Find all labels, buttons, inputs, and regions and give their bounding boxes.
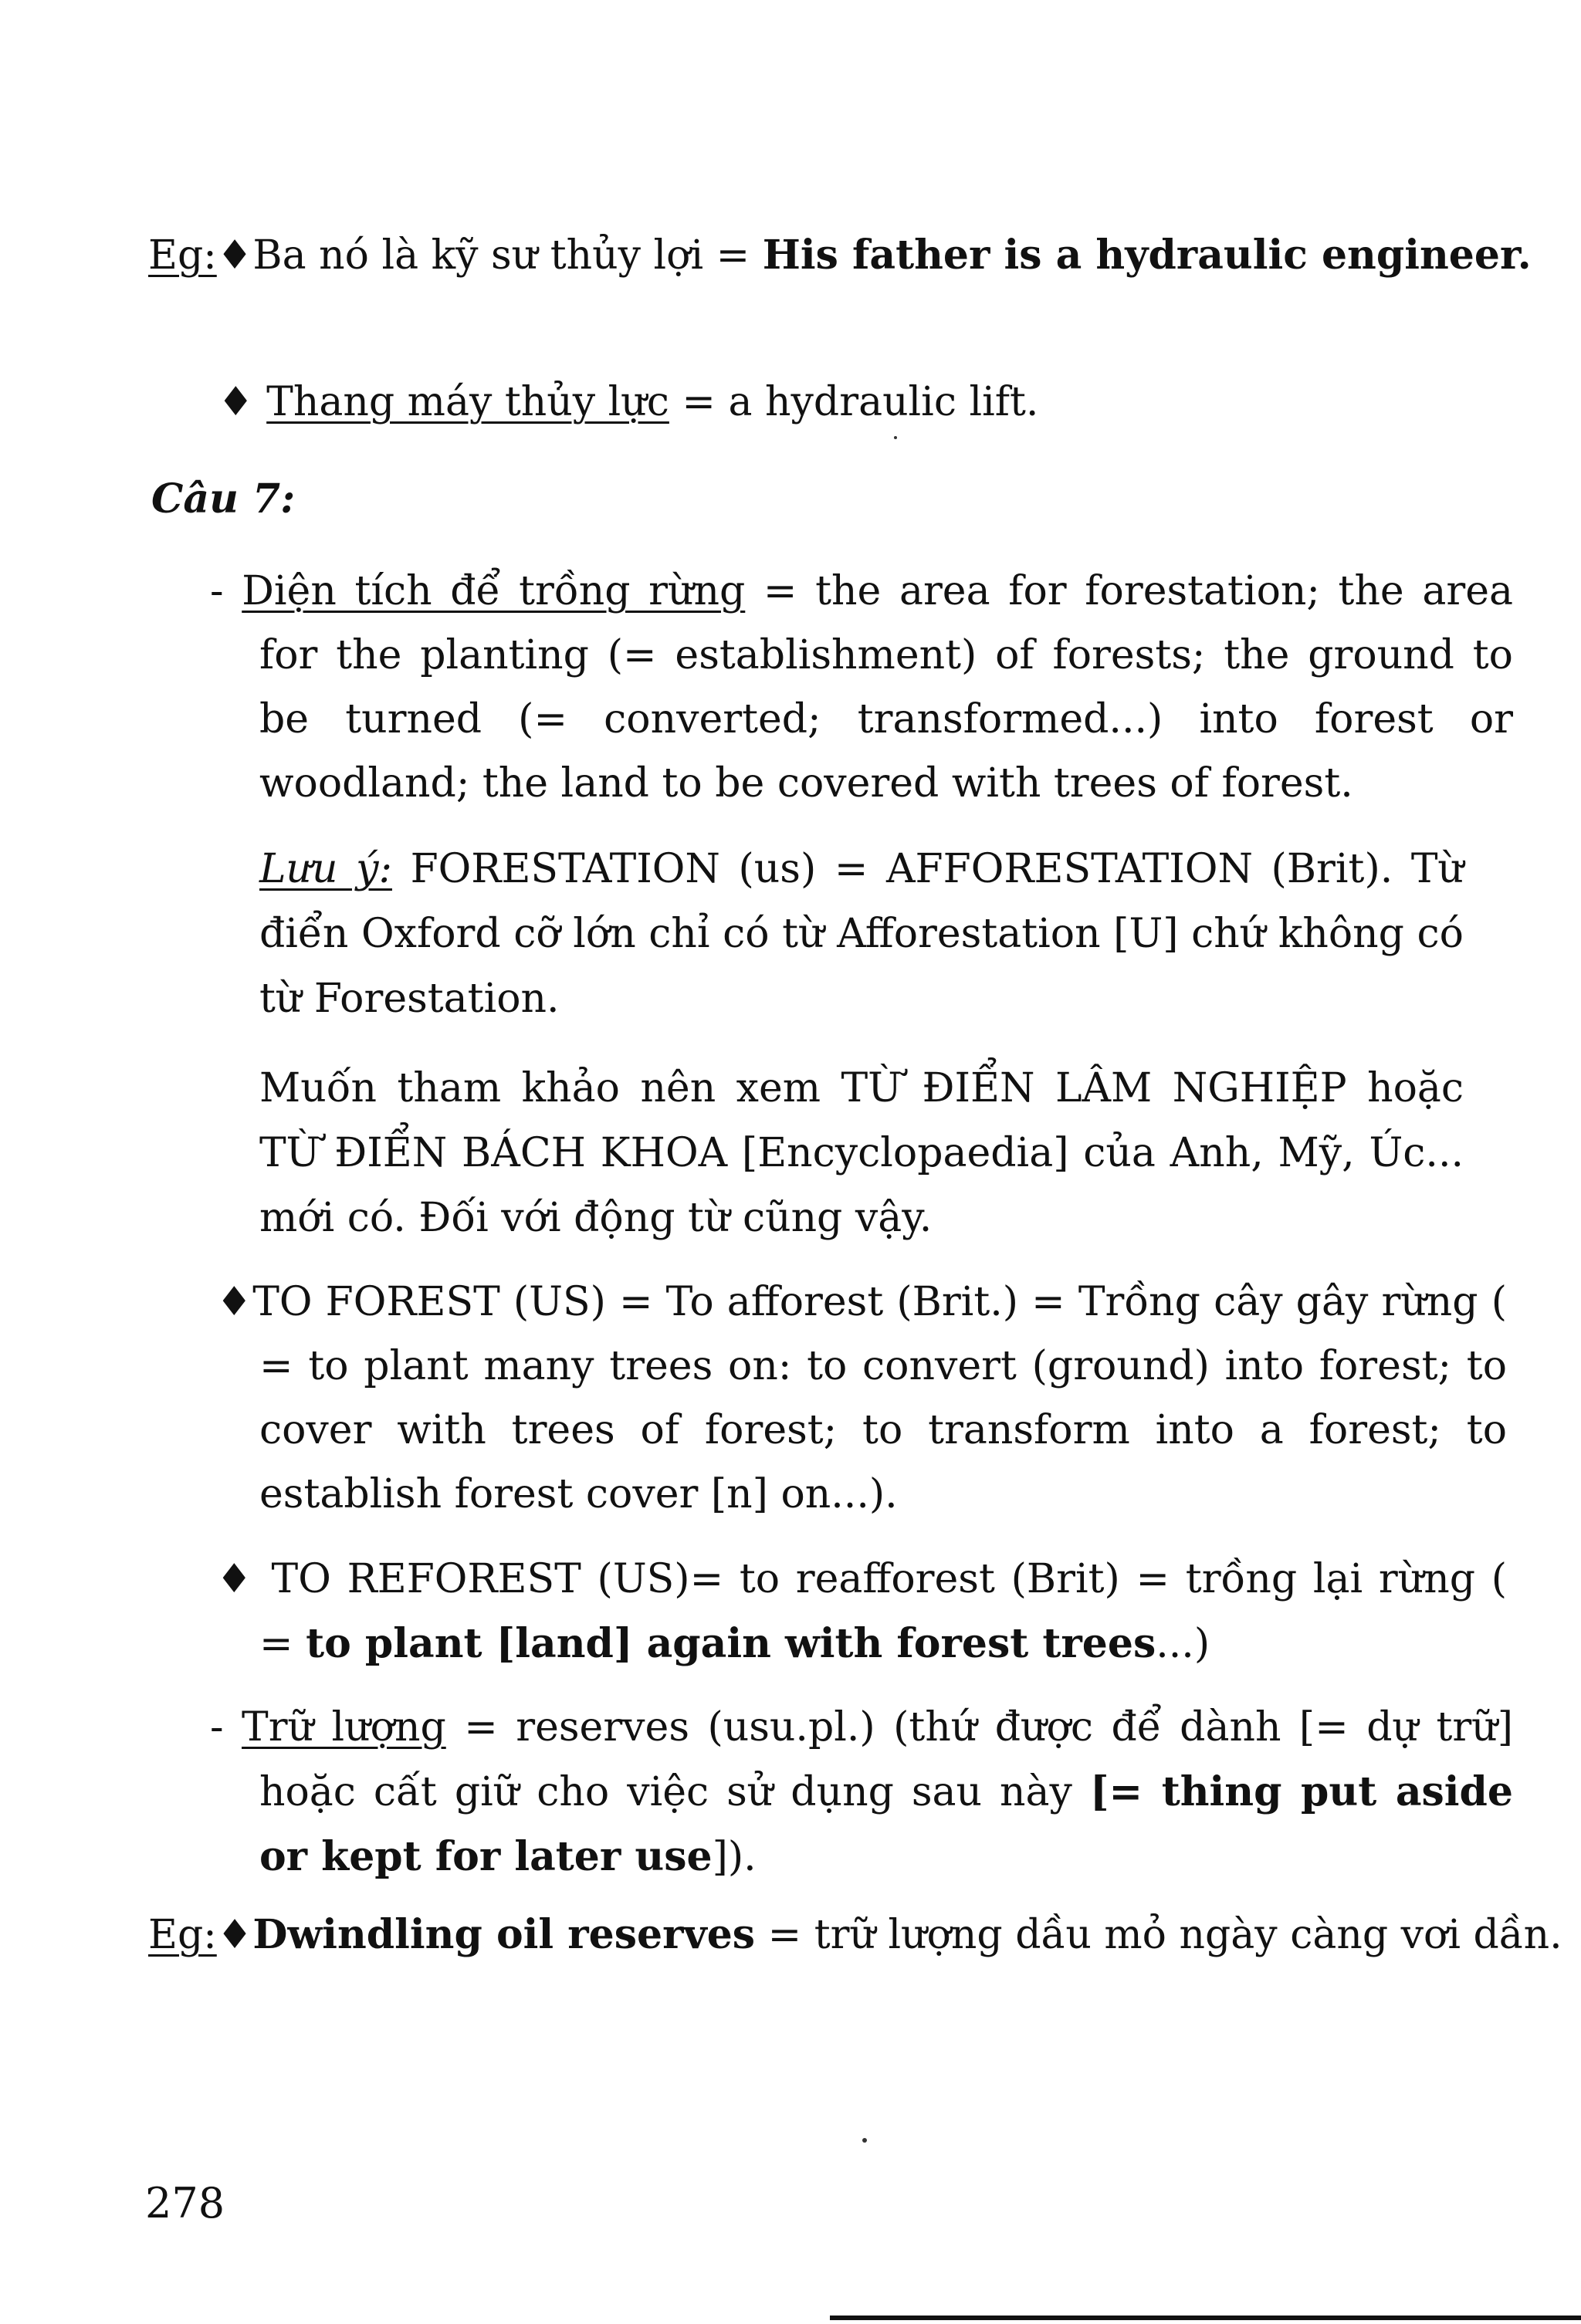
eg-label: Eg: (148, 232, 217, 279)
entry-hydraulic-lift: ♦ Thang máy thủy lực = a hydraulic lift. (218, 379, 1039, 425)
entry-reserves: - Trữ lượng = reserves (usu.pl.) (thứ được để dành [= dự trữ] hoặc cất giữ cho việc sử dụng sau này [= thing put aside or kept for later use]). (210, 1704, 1513, 1880)
question-heading: Câu 7: (151, 475, 296, 523)
vietnamese-text: Ba nó là kỹ sư thủy lợi (252, 232, 704, 279)
reference-note: Muốn tham khảo nên xem TỪ ĐIỂN LÂM NGHIỆP hoặc TỪ ĐIỂN BÁCH KHOA [Encyclopaedia] của Anh, Mỹ, Úc... mới có. Đối với động từ cũng vậy. (259, 1065, 1464, 1241)
entry-to-forest: ♦TO FOREST (US) = To afforest (Brit.) = Trồng cây gây rừng ( = to plant many trees on: to convert (ground) into forest; to cover with trees of forest; to transform into a forest; to establish forest cover [n] on...). (216, 1279, 1507, 1517)
bottom-rule (830, 2316, 1581, 2320)
entry-to-reforest: ♦ TO REFOREST (US)= to reafforest (Brit) = trồng lại rừng ( = to plant [land] again with forest trees...) (216, 1556, 1507, 1667)
english-phrase: Dwindling oil reserves (252, 1911, 756, 1958)
diamond-bullet-icon: ♦ (216, 1912, 253, 1958)
note-forestation: Lưu ý: FORESTATION (us) = AFFORESTATION (Brit). Từ điển Oxford cỡ lớn chỉ có từ Afforestation [U] chứ không có từ Forestation. (259, 846, 1464, 1022)
entry-term: Diện tích để trồng rừng (242, 568, 746, 614)
note-label: Lưu ý: (259, 846, 392, 892)
english-translation: His father is a hydraulic engineer. (762, 232, 1532, 279)
entry-term: Thang máy thủy lực (266, 379, 669, 425)
diamond-bullet-icon: ♦ (216, 232, 253, 279)
scan-speck (894, 436, 897, 439)
entry-forestation-area: - Diện tích để trồng rừng = the area for forestation; the area for the planting (= establishment) of forests; the ground to be turned (= converted; transformed...) into forest or woodland; the land to be covered with trees of forest. (210, 568, 1513, 807)
diamond-bullet-icon: ♦ (216, 1556, 256, 1602)
scan-speck (862, 2138, 867, 2143)
page-number: 278 (145, 2179, 225, 2228)
entry-term: Trữ lượng (242, 1704, 446, 1751)
example-oil-reserves: Eg:♦Dwindling oil reserves = trữ lượng dầu mỏ ngày càng vơi dần. (148, 1911, 1562, 1958)
diamond-bullet-icon: ♦ (216, 1279, 253, 1325)
diamond-bullet-icon: ♦ (218, 379, 254, 425)
eg-label: Eg: (148, 1912, 217, 1958)
example-hydraulic-engineer: Eg:♦Ba nó là kỹ sư thủy lợi = His father is a hydraulic engineer. (148, 232, 1532, 279)
